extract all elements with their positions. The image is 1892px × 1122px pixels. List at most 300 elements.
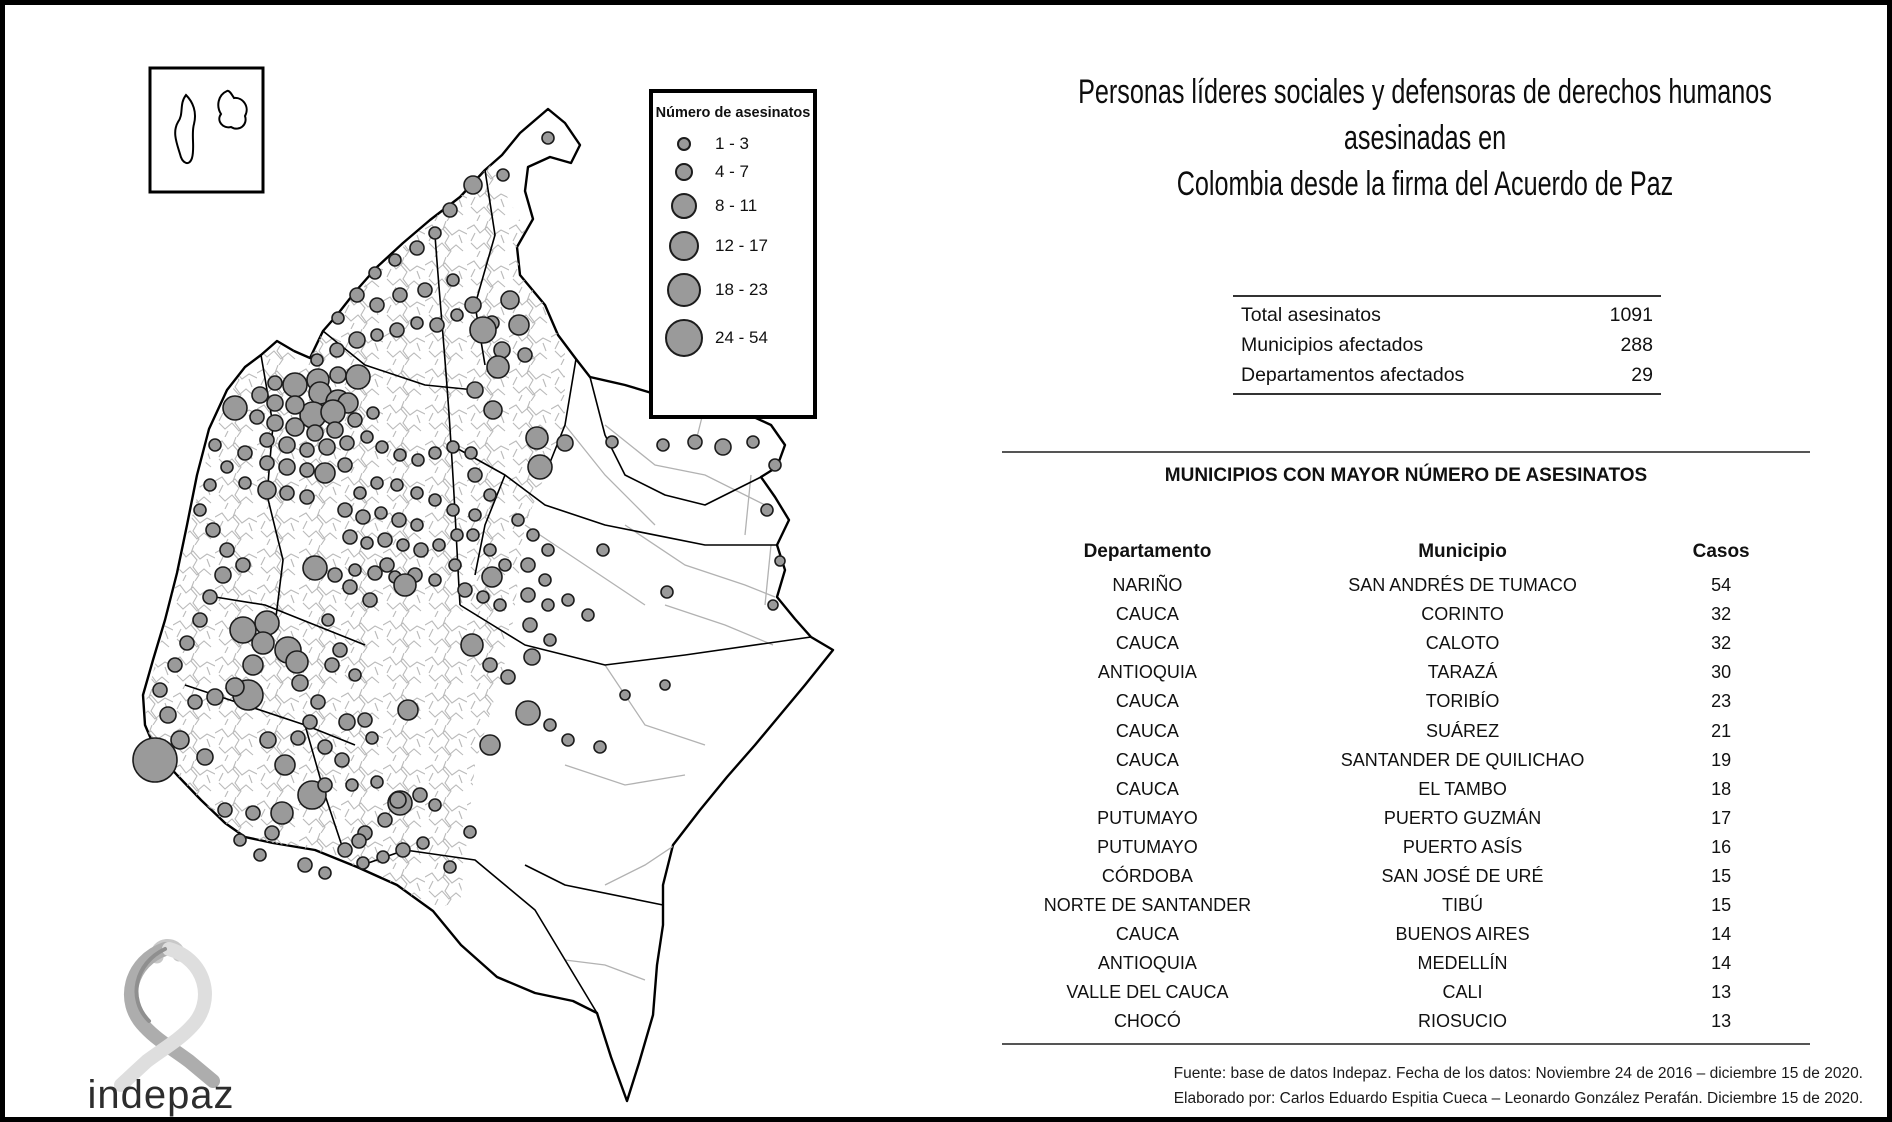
map-circle [411, 487, 423, 499]
map-circle [467, 529, 479, 541]
map-circle [188, 695, 202, 709]
map-circle [358, 713, 372, 727]
map-circle [328, 568, 342, 582]
table-row [1002, 658, 1810, 687]
map-circle [363, 593, 377, 607]
map-circle [761, 504, 773, 516]
map-circle [348, 413, 362, 427]
col-header-municipio: Municipio [1418, 541, 1507, 562]
map-circle [367, 407, 379, 419]
map-circle [715, 439, 731, 455]
map-circle [597, 544, 609, 556]
map-circle [300, 463, 314, 477]
map-circle [594, 741, 606, 753]
map-circle [279, 437, 295, 453]
map-circle [133, 738, 177, 782]
table-row [1002, 600, 1810, 629]
cell-departamento: PUTUMAYO [1097, 807, 1198, 828]
map-circle [747, 436, 759, 448]
cell-departamento: CAUCA [1115, 749, 1179, 770]
legend-items [653, 131, 813, 363]
map-circle [352, 834, 366, 848]
cell-casos: 23 [1711, 691, 1732, 712]
map-circle [444, 861, 456, 873]
legend-label: 24 - 54 [715, 328, 768, 347]
map-circle [286, 418, 304, 436]
page-title [1077, 69, 1773, 207]
map-circle [204, 479, 216, 491]
map-circle [417, 837, 429, 849]
map-circle [470, 317, 496, 343]
map-circle [254, 849, 266, 861]
source-line1: Fuente: base de datos Indepaz. Fecha de los datos: Noviembre 24 de 2016 – diciembre 15 de 2020. [1173, 1065, 1863, 1082]
map-circle [465, 297, 481, 313]
map-circle [458, 583, 472, 597]
map-circle [557, 435, 573, 451]
map-circle [378, 813, 392, 827]
municipios-table [1002, 451, 1810, 1045]
summary-table [1233, 295, 1661, 395]
table-header [1002, 541, 1810, 563]
map-circle [397, 539, 409, 551]
map-circle [484, 489, 496, 501]
cell-departamento: PUTUMAYO [1097, 836, 1198, 857]
map-circle [315, 463, 335, 483]
map-circle [410, 241, 424, 255]
summary-value: 1091 [1609, 303, 1653, 326]
map-circle [390, 792, 406, 808]
cell-casos: 30 [1711, 662, 1732, 683]
map-circle [203, 590, 217, 604]
map-circle [484, 401, 502, 419]
table-row [1002, 746, 1810, 775]
map-circle [499, 559, 511, 571]
map-circle [523, 618, 537, 632]
map-circle [238, 446, 252, 460]
cell-municipio: CORINTO [1421, 604, 1504, 625]
map-circle [389, 254, 401, 266]
map-circle [243, 655, 263, 675]
map-circle [544, 634, 556, 646]
map-circle [484, 544, 496, 556]
map-circle [398, 700, 418, 720]
page-title-line1: Personas líderes sociales y defensoras de derechos humanos asesinadas en [1078, 73, 1772, 157]
col-header-departamento: Departamento [1083, 541, 1212, 562]
map-circle [376, 441, 388, 453]
legend-circle [671, 193, 697, 219]
map-circle [369, 267, 381, 279]
map-circle [394, 574, 416, 596]
cell-casos: 19 [1711, 749, 1732, 770]
cell-municipio: EL TAMBO [1418, 778, 1507, 799]
map-circle [260, 433, 274, 447]
legend-item [653, 187, 813, 225]
map-circle [377, 851, 389, 863]
map-circle [464, 176, 482, 194]
map-circle [168, 658, 182, 672]
map-circle [524, 649, 540, 665]
map-circle [300, 443, 314, 457]
legend-item [653, 313, 813, 363]
cell-municipio: SAN ANDRÉS DE TUMACO [1348, 575, 1577, 596]
map-circle [482, 567, 502, 587]
legend-title: Número de asesinatos [655, 105, 811, 121]
map-circle [527, 529, 539, 541]
map-circle [354, 487, 366, 499]
map-circle [346, 365, 370, 389]
map-circle [509, 315, 529, 335]
map-circle [318, 740, 332, 754]
cell-casos: 15 [1711, 895, 1732, 916]
cell-departamento: VALLE DEL CAUCA [1066, 982, 1229, 1003]
map-circle [582, 609, 594, 621]
source-note [863, 1061, 1863, 1111]
map-circle [343, 580, 357, 594]
cell-casos: 54 [1711, 575, 1732, 596]
cell-casos: 13 [1711, 1011, 1732, 1032]
map-circle [246, 806, 260, 820]
cell-municipio: TARAZÁ [1427, 662, 1498, 683]
cell-departamento: NORTE DE SANTANDER [1043, 895, 1252, 916]
map-circle [327, 422, 343, 438]
map-circle [521, 588, 535, 602]
cell-municipio: PUERTO ASÍS [1402, 836, 1523, 857]
map-circle [292, 675, 308, 691]
map-circle [171, 731, 189, 749]
map-circle [411, 519, 423, 531]
map-circle [197, 749, 213, 765]
map-circle [775, 556, 785, 566]
map-circle [380, 558, 394, 572]
map-circle [215, 567, 231, 583]
cell-departamento: CAUCA [1115, 720, 1179, 741]
cell-municipio: RIOSUCIO [1418, 1011, 1508, 1032]
map-circle [447, 274, 459, 286]
map-circle [542, 599, 554, 611]
map-circle [429, 574, 441, 586]
map-circle [429, 447, 441, 459]
map-circle [411, 317, 423, 329]
map-circle [370, 298, 384, 312]
map-circle [361, 431, 373, 443]
map-circle [620, 690, 630, 700]
table-row [1002, 920, 1810, 949]
summary-row [1233, 360, 1661, 390]
table-row [1002, 571, 1810, 600]
cell-municipio: SANTANDER DE QUILICHAO [1340, 749, 1585, 770]
map-circle [338, 458, 352, 472]
map-circle [252, 387, 268, 403]
legend-item [653, 225, 813, 267]
table-row [1002, 862, 1810, 891]
map-circle [335, 753, 349, 767]
map-circle [544, 719, 556, 731]
map-circle [268, 376, 282, 390]
map-circle [467, 382, 483, 398]
legend-circle-wrap [653, 273, 715, 307]
cell-casos: 13 [1711, 982, 1732, 1003]
map-circle [279, 459, 295, 475]
legend-circle [677, 137, 691, 151]
map-circle [338, 503, 352, 517]
map-circle [349, 669, 361, 681]
map-circle [464, 826, 476, 838]
cell-departamento: CAUCA [1115, 633, 1179, 654]
legend-circle-wrap [653, 163, 715, 181]
map-circle [311, 354, 323, 366]
map-circle [392, 513, 406, 527]
map-circle [332, 312, 344, 324]
table-row [1002, 891, 1810, 920]
summary-label: Departamentos afectados [1241, 363, 1465, 386]
map-circle [494, 599, 506, 611]
map-circle [252, 632, 274, 654]
cell-departamento: NARIÑO [1112, 575, 1183, 596]
map-circle [371, 329, 383, 341]
map-circle [250, 410, 264, 424]
legend-circle [675, 163, 693, 181]
cell-municipio: SAN JOSÉ DE URÉ [1381, 865, 1544, 886]
legend-circle [665, 319, 703, 357]
map-circle [412, 454, 424, 466]
legend-label: 12 - 17 [715, 236, 768, 255]
table-row [1002, 804, 1810, 833]
table-row [1002, 629, 1810, 658]
map-circle [447, 504, 459, 516]
map-circle [267, 395, 283, 411]
map-circle [487, 356, 509, 378]
table-row [1002, 949, 1810, 978]
summary-label: Municipios afectados [1241, 333, 1424, 356]
map-circle [307, 425, 323, 441]
legend-label: 1 - 3 [715, 134, 750, 153]
source-line2: Elaborado por: Carlos Eduardo Espitia Cueca – Leonardo González Perafán. Diciembre 15 de 2020. [1173, 1090, 1863, 1107]
map-circle [542, 544, 554, 556]
map-circle [271, 802, 293, 824]
cell-municipio: MEDELLÍN [1417, 953, 1508, 974]
map-circle [207, 689, 223, 705]
cell-departamento: ANTIOQUIA [1097, 953, 1197, 974]
summary-row [1233, 300, 1661, 330]
map-circle [769, 459, 781, 471]
map-circle [349, 564, 361, 576]
summary-row [1233, 330, 1661, 360]
legend-item [653, 157, 813, 187]
islands-inset [150, 68, 263, 192]
table-row [1002, 1007, 1810, 1036]
map-circle [226, 678, 244, 696]
cell-municipio: TORIBÍO [1425, 691, 1500, 712]
map-circle [280, 486, 294, 500]
map-circle [461, 634, 483, 656]
cell-casos: 18 [1711, 778, 1732, 799]
map-circle [286, 396, 304, 414]
map-circle [688, 435, 702, 449]
map-circle [349, 332, 365, 348]
map-circle [521, 558, 535, 572]
map-circle [267, 415, 283, 431]
legend-label: 18 - 23 [715, 280, 768, 299]
map-circle [298, 858, 312, 872]
map-circle [260, 456, 274, 470]
cell-municipio: SUÁREZ [1426, 720, 1500, 741]
map-circle [311, 695, 325, 709]
map-circle [539, 574, 551, 586]
legend-circle [669, 231, 699, 261]
map-circle [443, 203, 457, 217]
map-circle [501, 291, 519, 309]
map-circle [236, 558, 250, 572]
map-circle [660, 680, 670, 690]
map-circle [221, 461, 233, 473]
legend-item [653, 267, 813, 313]
map-circle [378, 533, 392, 547]
table-row [1002, 978, 1810, 1007]
table-rows [1002, 571, 1810, 1037]
cell-municipio: PUERTO GUZMÁN [1383, 807, 1542, 828]
map-circle [338, 843, 352, 857]
cell-departamento: CAUCA [1115, 604, 1179, 625]
cell-casos: 16 [1711, 836, 1732, 857]
map-circle [303, 715, 317, 729]
legend-circle-wrap [653, 319, 715, 357]
map-circle [516, 701, 540, 725]
map-circle [606, 436, 618, 448]
col-header-casos: Casos [1692, 541, 1750, 562]
cell-casos: 32 [1711, 633, 1732, 654]
cell-departamento: CAUCA [1115, 778, 1179, 799]
map-circle [194, 504, 206, 516]
cell-municipio: CALOTO [1425, 633, 1500, 654]
cell-municipio: BUENOS AIRES [1395, 924, 1530, 945]
map-circle [234, 834, 246, 846]
map-circle [483, 658, 497, 672]
map-circle [275, 755, 295, 775]
map-circle [325, 658, 339, 672]
map-circle [469, 509, 481, 521]
map-circle [429, 799, 441, 811]
map-circle [451, 309, 463, 321]
legend-circle-wrap [653, 231, 715, 261]
map-circle [562, 734, 574, 746]
map-circle [206, 523, 220, 537]
map-circle [239, 477, 251, 489]
map-circle [394, 449, 406, 461]
map-circle [356, 510, 370, 524]
map-circle [375, 507, 387, 519]
map-circle [480, 735, 500, 755]
cell-casos: 14 [1711, 924, 1732, 945]
map-circle [468, 468, 482, 482]
map-circle [413, 788, 427, 802]
map-circle [357, 857, 369, 869]
cell-casos: 15 [1711, 865, 1732, 886]
map-circle [429, 494, 441, 506]
cell-municipio: CALI [1442, 982, 1483, 1003]
map-circle [291, 731, 305, 745]
map-circle [391, 479, 403, 491]
map-circle [497, 169, 509, 181]
cell-departamento: CHOCÓ [1113, 1011, 1181, 1032]
map-circle [223, 396, 247, 420]
map-circle [321, 400, 345, 424]
map-circle [319, 439, 335, 455]
map-circle [657, 439, 669, 451]
map-circle [418, 283, 432, 297]
legend-circle-wrap [653, 137, 715, 151]
cell-departamento: CAUCA [1115, 924, 1179, 945]
map-circle [346, 779, 358, 791]
map-circle [661, 586, 673, 598]
map-circle [396, 843, 410, 857]
map-circle [451, 529, 463, 541]
cell-casos: 17 [1711, 807, 1732, 828]
map-circle [542, 132, 554, 144]
table-title: MUNICIPIOS CON MAYOR NÚMERO DE ASESINATOS [1164, 465, 1648, 486]
summary-label: Total asesinatos [1241, 303, 1381, 326]
map-circle [260, 732, 276, 748]
cell-casos: 32 [1711, 604, 1732, 625]
summary-value: 29 [1631, 363, 1653, 386]
map-circle [303, 556, 327, 580]
map-circle [393, 288, 407, 302]
map-circle [430, 318, 444, 332]
map-circle [265, 826, 279, 840]
table-row [1002, 687, 1810, 716]
map-circle [339, 714, 355, 730]
map-circle [319, 867, 331, 879]
cell-departamento: CÓRDOBA [1101, 865, 1193, 886]
legend-item [653, 131, 813, 157]
map-circle [193, 613, 207, 627]
cell-departamento: ANTIOQUIA [1097, 662, 1197, 683]
map-circle [286, 651, 308, 673]
map-circle [220, 543, 234, 557]
map-circle [429, 227, 441, 239]
map-circle [526, 427, 548, 449]
map-circle [501, 670, 515, 684]
map-circle [322, 614, 334, 626]
map-circle [361, 537, 373, 549]
legend-label: 4 - 7 [715, 162, 750, 181]
map-circle [512, 514, 524, 526]
map-circle [449, 559, 461, 571]
map-circle [180, 636, 194, 650]
map-circle [350, 288, 364, 302]
page-title-line2: Colombia desde la firma del Acuerdo de Paz [1176, 165, 1674, 203]
map-circle [318, 778, 332, 792]
table-row [1002, 775, 1810, 804]
cell-casos: 14 [1711, 953, 1732, 974]
cell-municipio: TIBÚ [1442, 895, 1484, 916]
legend-circle [667, 273, 701, 307]
map-circle [371, 477, 383, 489]
table-row [1002, 833, 1810, 862]
map-circle [465, 447, 477, 459]
map-circle [447, 441, 459, 453]
map-circle [371, 776, 383, 788]
map-circle [433, 539, 445, 551]
cell-casos: 21 [1711, 720, 1732, 741]
map-circle [477, 591, 489, 603]
map-circle [283, 373, 307, 397]
indepaz-logo: indepaz [87, 1073, 235, 1117]
map-circle [366, 732, 378, 744]
map-circle [300, 490, 314, 504]
map-circle [340, 436, 354, 450]
map-circle [160, 707, 176, 723]
summary-value: 288 [1620, 333, 1653, 356]
